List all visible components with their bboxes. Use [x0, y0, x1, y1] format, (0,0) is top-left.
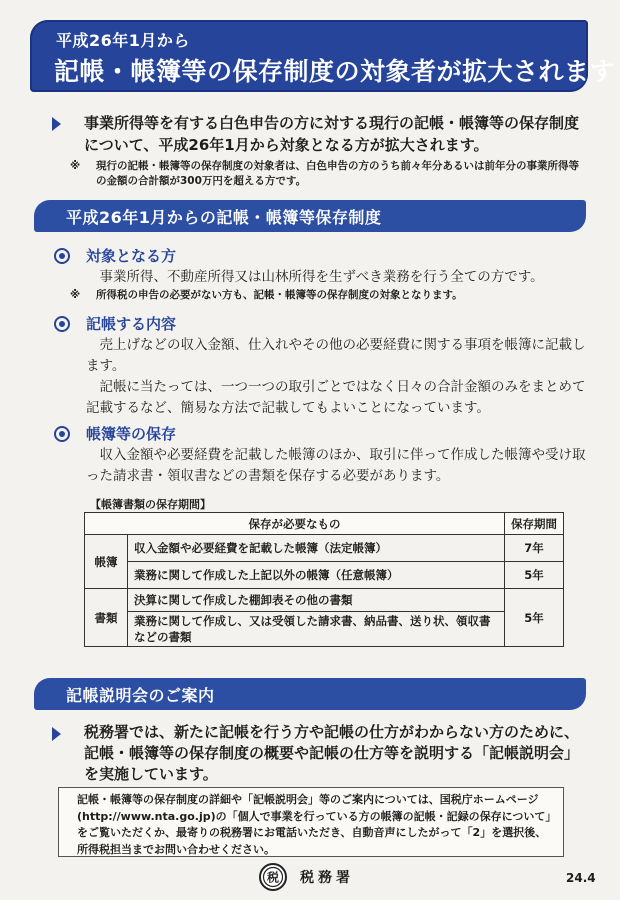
table-period: 5年	[505, 562, 564, 589]
section-title-system: 平成26年1月からの記帳・帳簿等保存制度	[66, 208, 382, 227]
info-box	[58, 787, 564, 857]
target-text: 事業所得、不動産所得又は山林所得を生ずべき業務を行う全ての方です。	[99, 269, 544, 285]
header-banner	[30, 20, 616, 92]
content-text-2: 記帳に当たっては、一つ一つの取引ごとではなく日々の合計金額のみをまとめて記載するなど、簡易な方法で記載してもよいことになっています。	[86, 379, 586, 416]
table-item: 収入金額や必要経費を記載した帳簿（法定帳簿）	[128, 535, 505, 562]
intro-block	[52, 112, 582, 189]
intro-text: 事業所得等を有する白色申告の方に対する現行の記帳・帳簿等の保存制度について、平成26年1月から対象となる方が拡大されます。	[84, 114, 580, 154]
info-text: 記帳・帳簿等の保存制度の詳細や「記帳説明会」等のご案内については、国税庁ホームページ(http://www.nta.go.jp)の「個人で事業を行っている方の帳簿の記帳・記録の保存について」をご覧いただくか、最寄りの税務署にお電話いただき、自動音声にしたがって「2」を選択後、所得税担当までお問い合わせください。	[77, 793, 551, 856]
heading-content: 記帳する内容	[86, 315, 177, 333]
tax-office-logo-icon	[258, 862, 288, 892]
double-circle-icon	[54, 316, 70, 332]
category-books: 帳簿	[85, 535, 128, 589]
triangle-bullet-icon	[52, 117, 61, 131]
section-storage	[52, 423, 592, 487]
target-note-text: 所得税の申告の必要がない方も、記帳・帳簿等の保存制度の対象となります。	[96, 289, 463, 301]
seminar-block	[52, 722, 582, 785]
seminar-text: 税務署では、新たに記帳を行う方や記帳の仕方がわからない方のために、記帳・帳簿等の保存制度の概要や記帳の仕方等を説明する「記帳説明会」を実施しています。	[84, 723, 580, 783]
section-storage-heading	[52, 423, 592, 445]
table-header-period: 保存期間	[505, 513, 564, 535]
table-header-row	[85, 513, 564, 535]
logo-text: 税	[266, 870, 280, 885]
double-circle-icon	[54, 248, 70, 264]
table-row	[85, 535, 564, 562]
storage-text: 収入金額や必要経費を記載した帳簿のほか、取引に伴って作成した帳簿や受け取った請求書・領収書などの書類を保存する必要があります。	[86, 447, 586, 484]
table-item: 決算に関して作成した棚卸表その他の書類	[128, 589, 505, 612]
content-text-1: 売上げなどの収入金額、仕入れやその他の必要経費に関する事項を帳簿に記載します。	[86, 337, 586, 374]
table-caption: 【帳簿書類の保存期間】	[90, 498, 211, 511]
category-documents: 書類	[85, 589, 128, 647]
note-mark: ※	[70, 289, 81, 301]
heading-storage: 帳簿等の保存	[86, 425, 177, 443]
section-target	[52, 245, 592, 303]
section-target-heading	[52, 245, 592, 267]
table-header-item: 保存が必要なもの	[85, 513, 505, 535]
target-note	[70, 288, 592, 303]
table-row	[85, 589, 564, 612]
intro-note-text: 現行の記帳・帳簿等の保存制度の対象者は、白色申告の方のうち前々年分あるいは前年分の事業所得等の金額の合計額が300万円を超える方です。	[96, 160, 579, 187]
section-content	[52, 313, 592, 419]
office-name: 税務署	[300, 870, 354, 886]
document-code: 24.4	[566, 871, 596, 885]
intro-note	[70, 159, 582, 189]
section-bar-system	[34, 200, 586, 232]
table-period: 5年	[505, 589, 564, 647]
double-circle-icon	[54, 426, 70, 442]
section-title-seminar: 記帳説明会のご案内	[66, 686, 215, 705]
table-period: 7年	[505, 535, 564, 562]
table-row	[85, 562, 564, 589]
table-row	[85, 612, 564, 647]
table-item: 業務に関して作成し、又は受領した請求書、納品書、送り状、領収書などの書類	[128, 612, 505, 647]
heading-target: 対象となる方	[86, 247, 177, 265]
section-bar-seminar	[34, 678, 586, 710]
header-subtitle: 平成26年1月から	[56, 31, 190, 50]
page-title: 記帳・帳簿等の保存制度の対象者が拡大されます	[54, 57, 616, 86]
footer	[0, 862, 620, 896]
note-mark: ※	[70, 160, 81, 172]
retention-table	[84, 512, 564, 647]
triangle-bullet-icon	[52, 727, 61, 741]
section-content-heading	[52, 313, 592, 335]
table-item: 業務に関して作成した上記以外の帳簿（任意帳簿）	[128, 562, 505, 589]
